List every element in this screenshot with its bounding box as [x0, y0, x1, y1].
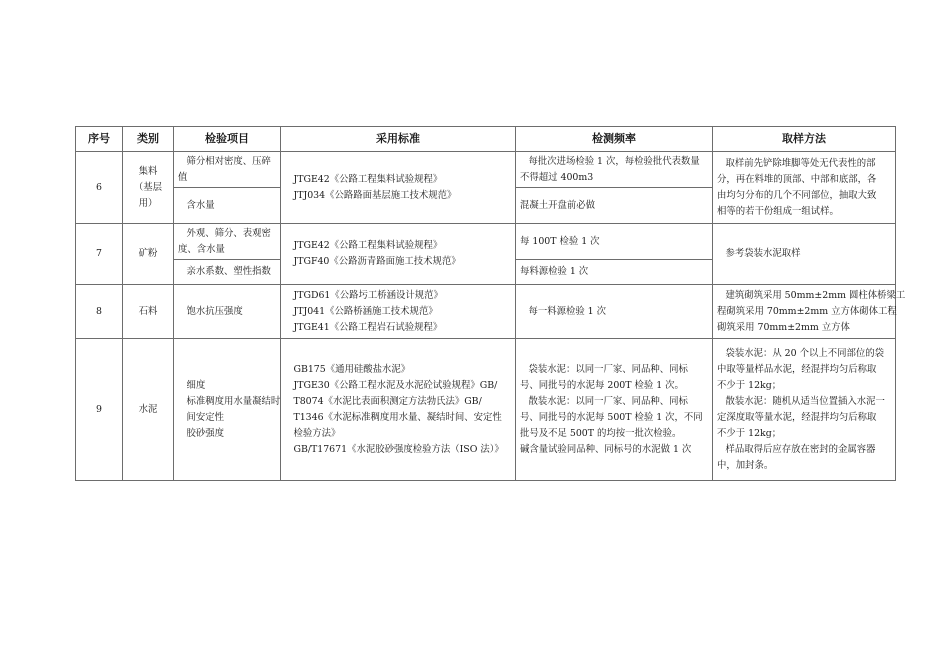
sampling-line: 分，再在料堆的顶部、中部和底部，各: [717, 173, 877, 185]
row-number: 6: [76, 152, 123, 224]
standard-line: JTGE42《公路工程集料试验规程》: [293, 173, 443, 185]
sampling-line: 由均匀分布的几个不同部位，抽取大致: [717, 189, 877, 201]
item-cell: [174, 224, 281, 260]
sampling-line: 袋装水泥：从 20 个以上不同部位的袋: [725, 347, 884, 359]
frequency-cell: [516, 152, 713, 188]
frequency-line: 散装水泥：以同一厂家、同品种、同标: [528, 395, 688, 407]
standard-cell: [281, 224, 516, 285]
item-line: 细度: [186, 379, 206, 391]
standard-cell: [281, 339, 516, 481]
inspection-table: [75, 126, 906, 481]
category-line: 集料: [138, 165, 158, 177]
standard-line: T8074《水泥比表面积测定方法勃氏法》GB/: [293, 395, 482, 407]
header-sampling: 取样方法: [713, 127, 896, 152]
frequency-line: 批号及不足 500T 的均按一批次检验。: [520, 427, 682, 439]
table-row: [76, 339, 896, 481]
category-line: 用）: [138, 197, 158, 209]
row-number: 8: [76, 285, 123, 339]
table-row: [76, 152, 896, 188]
standard-line: JTGF40《公路沥青路面施工技术规范》: [293, 256, 461, 267]
category-line: （基层: [133, 181, 163, 193]
sampling-cell: 参考袋装水泥取样: [713, 224, 896, 285]
sampling-line: 建筑砌筑采用 50mm±2mm 圆柱体桥梁工: [725, 289, 906, 301]
standard-line: GB/T17671《水泥胶砂强度检验方法（ISO 法）》: [293, 443, 504, 455]
category-cell: [123, 152, 174, 224]
frequency-cell: 混凝土开盘前必做: [516, 188, 713, 224]
item-line: 胶砂强度: [186, 427, 224, 439]
frequency-line: 号、同批号的水泥每 500T 检验 1 次，不同: [520, 411, 703, 423]
sampling-cell: [713, 285, 906, 339]
item-line: 间安定性: [186, 411, 224, 423]
standard-line: JTJ034《公路路面基层施工技术规范》: [293, 189, 457, 201]
frequency-line: 号、同批号的水泥每 200T 检验 1 次。: [520, 379, 684, 391]
sampling-line: 中取等量样品水泥，经混拌均匀后称取: [717, 363, 877, 375]
category-cell: 水泥: [123, 339, 174, 481]
category-cell: 矿粉: [123, 224, 174, 285]
sampling-cell: [713, 152, 896, 224]
item-cell: 饱水抗压强度: [174, 285, 281, 339]
standard-line: JTGE41《公路工程岩石试验规程》: [293, 321, 443, 333]
standard-line: T1346《水泥标准稠度用水量、凝结时间、安定性: [293, 411, 502, 423]
category-cell: 石料: [123, 285, 174, 339]
header-category: 类别: [123, 127, 174, 152]
standard-cell: [281, 285, 516, 339]
frequency-line: 不得超过 400m3: [520, 171, 594, 183]
sampling-line: 不少于 12kg；: [717, 427, 782, 439]
standard-cell: [281, 152, 516, 224]
item-cell: 筛分相对密度、压碎值: [174, 152, 281, 188]
header-frequency: 检测频率: [516, 127, 713, 152]
item-line: 度、含水量: [178, 243, 225, 255]
item-cell: 亲水系数、塑性指数: [174, 260, 281, 285]
table-row: [76, 224, 896, 260]
header-item: 检验项目: [174, 127, 281, 152]
frequency-cell: 每一料源检验 1 次: [516, 285, 713, 339]
header-no: 序号: [76, 127, 123, 152]
sampling-line: 中，加封条。: [717, 459, 774, 471]
sampling-cell: [713, 339, 896, 481]
frequency-cell: 每 100T 检验 1 次: [516, 224, 713, 260]
sampling-line: 相等的若干份组成一组试样。: [717, 205, 839, 217]
item-line: 外观、筛分、表观密: [186, 227, 271, 239]
frequency-line: 每批次进场检验 1 次，每检验批代表数量: [528, 155, 700, 167]
header-standard: 采用标准: [281, 127, 516, 152]
standard-line: 检验方法》: [293, 427, 341, 439]
sampling-line: 定深度取等量水泥，经混拌均匀后称取: [717, 411, 877, 423]
frequency-line: 碱含量试验同品种、同标号的水泥做 1 次: [520, 443, 692, 455]
item-cell: [174, 339, 281, 481]
row-number: 9: [76, 339, 123, 481]
sampling-line: 砌筑采用 70mm±2mm 立方体: [717, 321, 850, 333]
frequency-cell: [516, 339, 713, 481]
sampling-line: 样品取得后应存放在密封的金属容器: [725, 443, 876, 455]
standard-line: JTJ041《公路桥涵施工技术规范》: [293, 305, 438, 317]
frequency-line: 袋装水泥：以同一厂家、同品种、同标: [528, 363, 688, 375]
item-line: 标准稠度用水量凝结时: [186, 395, 281, 407]
item-cell: 含水量: [174, 188, 281, 224]
sampling-line: 取样前先铲除堆脚等处无代表性的部: [725, 157, 876, 169]
sampling-line: 散装水泥：随机从适当位置插入水泥一: [725, 395, 885, 407]
sampling-line: 不少于 12kg；: [717, 379, 782, 391]
table-row: [76, 285, 896, 339]
sampling-line: 程砌筑采用 70mm±2mm 立方体砌体工程: [717, 305, 897, 317]
standard-line: JTGD61《公路圬工桥涵设计规范》: [293, 289, 443, 301]
frequency-cell: 每料源检验 1 次: [516, 260, 713, 285]
standard-line: JTGE30《公路工程水泥及水泥砼试验规程》GB/: [293, 379, 498, 391]
standard-line: GB175《通用硅酸盐水泥》: [293, 363, 411, 375]
row-number: 7: [76, 224, 123, 285]
standard-line: JTGE42《公路工程集料试验规程》: [293, 240, 443, 251]
table-header-row: [76, 127, 896, 152]
